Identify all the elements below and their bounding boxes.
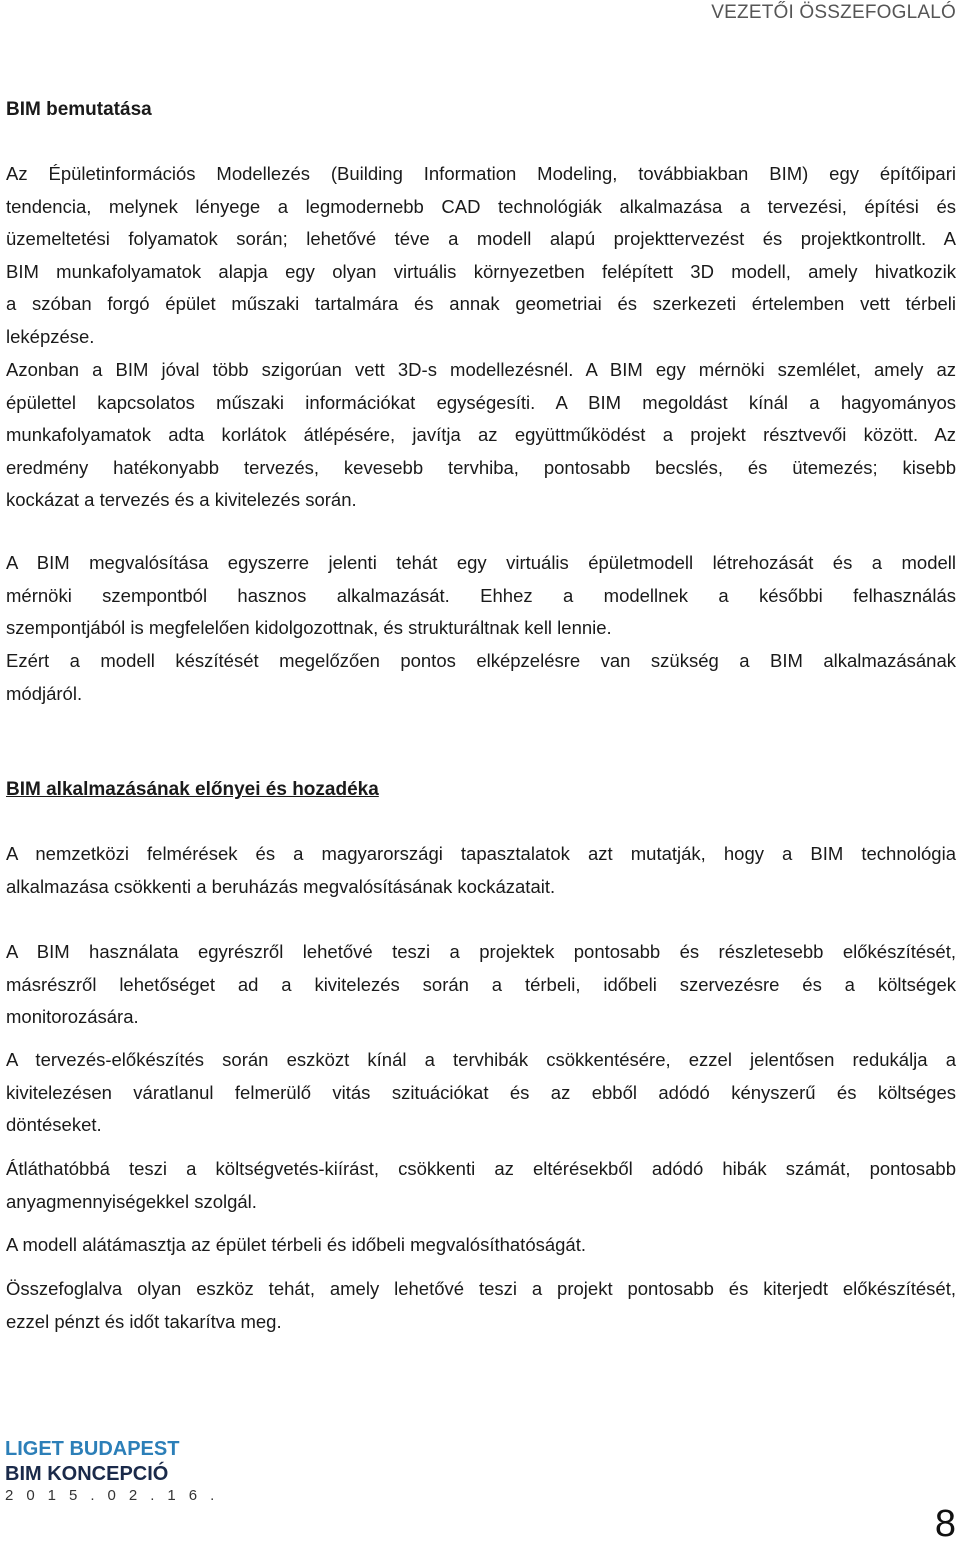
brand-date: 2015.02.16. — [5, 1487, 228, 1504]
paragraph-line: alkalmazása csökkenti a beruházás megvalósításának kockázatait. — [6, 875, 556, 897]
paragraph-benefits-surveys — [6, 838, 956, 903]
paragraph-line: módjáról. — [6, 682, 83, 704]
paragraph-line: A BIM használata egyrészről lehetővé teszi a projektek pontosabb és részletesebb előkészítését, — [6, 941, 956, 962]
paragraph-line: eredmény hatékonyabb tervezés, kevesebb tervhiba, pontosabb becslés, és ütemezés; kisebb — [6, 456, 956, 478]
paragraph-line: Összefoglalva olyan eszköz tehát, amely lehetővé teszi a projekt pontosabb és kiterjedt előkészítését, — [6, 1278, 956, 1299]
running-header-title: VEZETŐI ÖSSZEFOGLALÓ — [711, 2, 956, 23]
paragraph-line: monitorozására. — [6, 1006, 139, 1028]
footer-brand-block — [5, 1437, 227, 1506]
paragraph-bim-implementation — [6, 547, 956, 645]
paragraph-line: Ezért a modell készítését megelőzően pontos elképzelésre van szükség a BIM alkalmazásának — [6, 650, 956, 671]
paragraph-benefits-summary — [6, 1273, 956, 1338]
paragraph-line: kivitelezésen váratlanul felmerülő vitás szituációkat és az ebből adódó kényszerű és költséges — [6, 1081, 956, 1103]
paragraph-line: A tervezés-előkészítés során eszközt kínál a tervhibák csökkentésére, ezzel jelentősen redukálja a — [6, 1049, 956, 1070]
brand-subtitle: BIM KONCEPCIÓ — [5, 1463, 169, 1485]
paragraph-line: épülettel kapcsolatos műszaki információkat egységesíti. A BIM megoldást kínál a hagyományos — [6, 391, 956, 413]
paragraph-line: Átláthatóbbá teszi a költségvetés-kiírást, csökkenti az eltérésekből adódó hibák számát, pontosabb — [6, 1158, 956, 1179]
paragraph-line: Azonban a BIM jóval több szigorúan vett 3D-s modellezésnél. A BIM egy mérnöki szemlélet, amely az — [6, 359, 956, 380]
paragraph-line: Az Épületinformációs Modellezés (Building Information Modeling, továbbiakban BIM) egy építőipari — [6, 163, 956, 184]
paragraph-line: leképzése. — [6, 325, 95, 347]
paragraph-line: ezzel pénzt és időt takarítva meg. — [6, 1310, 282, 1332]
paragraph-line: A BIM megvalósítása egyszerre jelenti tehát egy virtuális épületmodell létrehozását és a modell — [6, 552, 956, 573]
paragraph-bim-definition — [6, 158, 956, 354]
paragraph-benefits-budget — [6, 1153, 956, 1218]
page-number: 8 — [934, 1503, 956, 1545]
paragraph-line: üzemeltetési folyamatok során; lehetővé téve a modell alapú projekttervezést és projektkontrollt. A — [6, 228, 956, 250]
paragraph-line: A nemzetközi felmérések és a magyarországi tapasztalatok azt mutatják, hogy a BIM technológia — [6, 843, 956, 864]
paragraph-benefits-design-prep — [6, 1044, 956, 1142]
paragraph-line: szempontjából is megfelelően kidolgozottnak, és strukturáltnak kell lennie. — [6, 617, 612, 639]
paragraph-line: döntéseket. — [6, 1114, 102, 1136]
paragraph-bim-approach — [6, 354, 956, 517]
paragraph-benefits-feasibility — [6, 1229, 956, 1262]
brand-name: LIGET BUDAPEST — [5, 1438, 180, 1460]
section-heading-bim-benefits: BIM alkalmazásának előnyei és hozadéka — [6, 779, 379, 800]
paragraph-line: mérnöki szempontból hasznos alkalmazását. Ehhez a modellnek a későbbi felhasználás — [6, 584, 956, 606]
paragraph-line: BIM munkafolyamatok alapja egy olyan virtuális környezetben felépített 3D modell, amely hivatkozik — [6, 260, 956, 282]
paragraph-line: A modell alátámasztja az épület térbeli és időbeli megvalósíthatóságát. — [6, 1234, 587, 1255]
paragraph-line: a szóban forgó épület műszaki tartalmára és annak geometriai és szerkezeti értelemben vett térbeli — [6, 293, 956, 315]
paragraph-line: tendencia, melynek lényege a legmodernebb CAD technológiák alkalmazása a tervezési, építési és — [6, 195, 956, 217]
paragraph-line: munkafolyamatok adta korlátok átlépésére, javítja az együttműködést a projekt résztvevői között. Az — [6, 424, 956, 446]
section-heading-bim-intro: BIM bemutatása — [6, 99, 152, 120]
paragraph-line: kockázat a tervezés és a kivitelezés során. — [6, 489, 357, 511]
paragraph-line: másrészről lehetőséget ad a kivitelezés során a térbeli, időbeli szervezésre és a költségek — [6, 973, 956, 995]
paragraph-benefits-usage — [6, 936, 956, 1034]
paragraph-line: anyagmennyiségekkel szolgál. — [6, 1190, 257, 1212]
paragraph-bim-planning — [6, 645, 956, 710]
